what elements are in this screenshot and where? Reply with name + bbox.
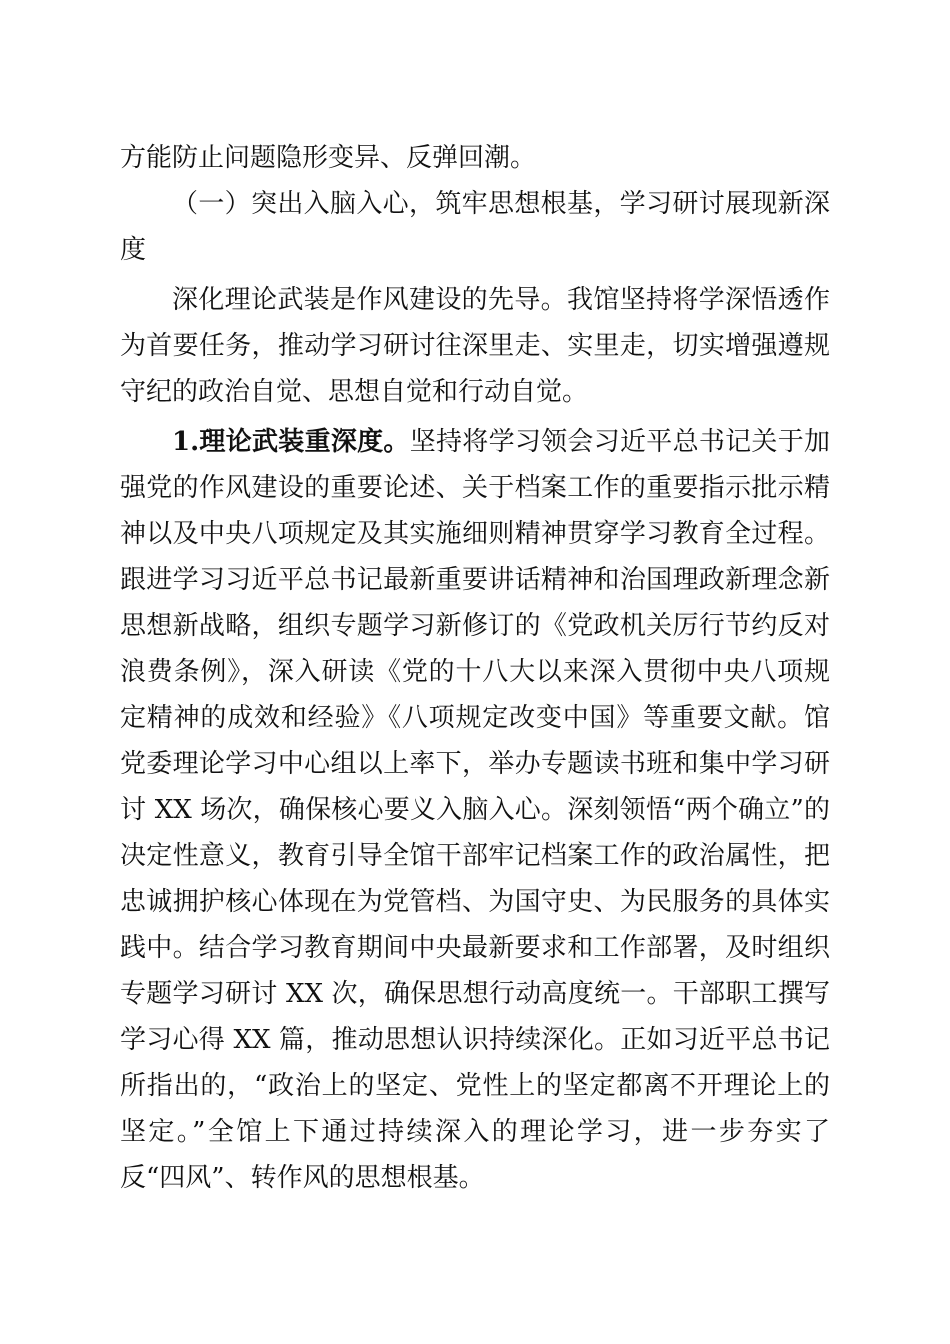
continued-paragraph-line: 方能防止问题隐形变异、反弹回潮。 xyxy=(120,143,537,173)
item-1-paragraph xyxy=(120,419,830,1201)
section-heading: （一）突出入脑入心，筑牢思想根基，学习研讨展现新深度 xyxy=(120,189,830,265)
document-body xyxy=(120,135,830,1201)
item-1-title: 1.理论武装重深度。 xyxy=(172,427,410,457)
intro-paragraph: 深化理论武装是作风建设的先导。我馆坚持将学深悟透作为首要任务，推动学习研讨往深里走、实里走，切实增强遵规守纪的政治自觉、思想自觉和行动自觉。 xyxy=(120,285,830,407)
item-1-body: 坚持将学习领会习近平总书记关于加强党的作风建设的重要论述、关于档案工作的重要指示批示精神以及中央八项规定及其实施细则精神贯穿学习教育全过程。跟进学习习近平总书记最新重要讲话精神和治国理政新理念新思想新战略，组织专题学习新修订的《党政机关厉行节约反对浪费条例》，深入研读《党的十八大以来深入贯彻中央八项规定精神的成效和经验》《八项规定改变中国》等重要文献。馆党委理论学习中心组以上率下，举办专题读书班和集中学习研讨 XX 场次，确保核心要义入脑入心。深刻领悟“两个确立”的决定性意义，教育引导全馆干部牢记档案工作的政治属性，把忠诚拥护核心体现在为党管档、为国守史、为民服务的具体实践中。结合学习教育期间中央最新要求和工作部署，及时组织专题学习研讨 XX 次，确保思想行动高度统一。干部职工撰写学习心得 XX 篇，推动思想认识持续深化。正如习近平总书记所指出的，“政治上的坚定、党性上的坚定都离不开理论上的坚定。”全馆上下通过持续深入的理论学习，进一步夯实了反“四风”、转作风的思想根基。 xyxy=(120,427,830,1193)
